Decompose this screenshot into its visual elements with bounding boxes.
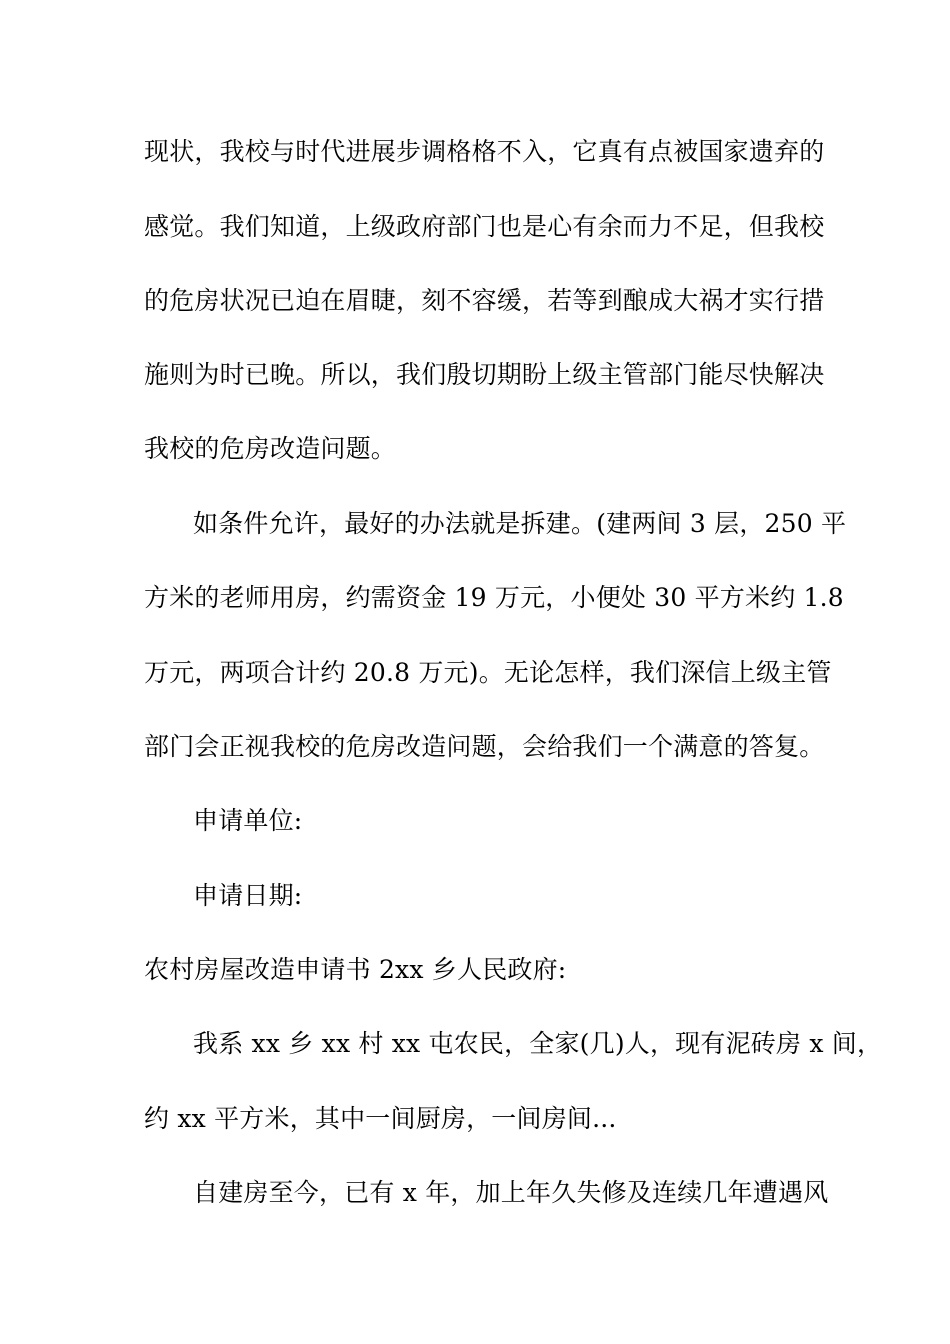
- text-line-1: 现状，我校与时代进展步调格格不入，它真有点被国家遗弃的: [144, 137, 825, 166]
- application-date-label: 申请日期:: [193, 881, 303, 910]
- text-line-8: 万元，两项合计约 20.8 万元)。无论怎样，我们深信上级主管: [144, 658, 832, 687]
- text-line-2: 感觉。我们知道，上级政府部门也是心有余而力不足，但我校: [144, 212, 825, 241]
- text-line-3: 的危房状况已迫在眉睫，刻不容缓，若等到酿成大祸才实行措: [144, 286, 825, 315]
- text-line-15: 自建房至今，已有 x 年，加上年久失修及连续几年遭遇风: [193, 1178, 829, 1207]
- text-line-13: 我系 xx 乡 xx 村 xx 屯农民，全家(几)人，现有泥砖房 x 间，: [193, 1029, 883, 1058]
- text-line-4: 施则为时已晚。所以，我们殷切期盼上级主管部门能尽快解决: [144, 360, 825, 389]
- text-line-9: 部门会正视我校的危房改造问题，会给我们一个满意的答复。: [144, 732, 825, 761]
- text-line-6: 如条件允许，最好的办法就是拆建。(建两间 3 层，250 平: [193, 509, 847, 538]
- text-line-7: 方米的老师用房，约需资金 19 万元，小便处 30 平方米约 1.8: [144, 583, 844, 612]
- section-heading: 农村房屋改造申请书 2xx 乡人民政府:: [144, 955, 567, 984]
- text-line-5: 我校的危房改造问题。: [144, 434, 397, 463]
- applicant-unit-label: 申请单位:: [193, 806, 303, 835]
- text-line-14: 约 xx 平方米，其中一间厨房，一间房间...: [144, 1104, 617, 1133]
